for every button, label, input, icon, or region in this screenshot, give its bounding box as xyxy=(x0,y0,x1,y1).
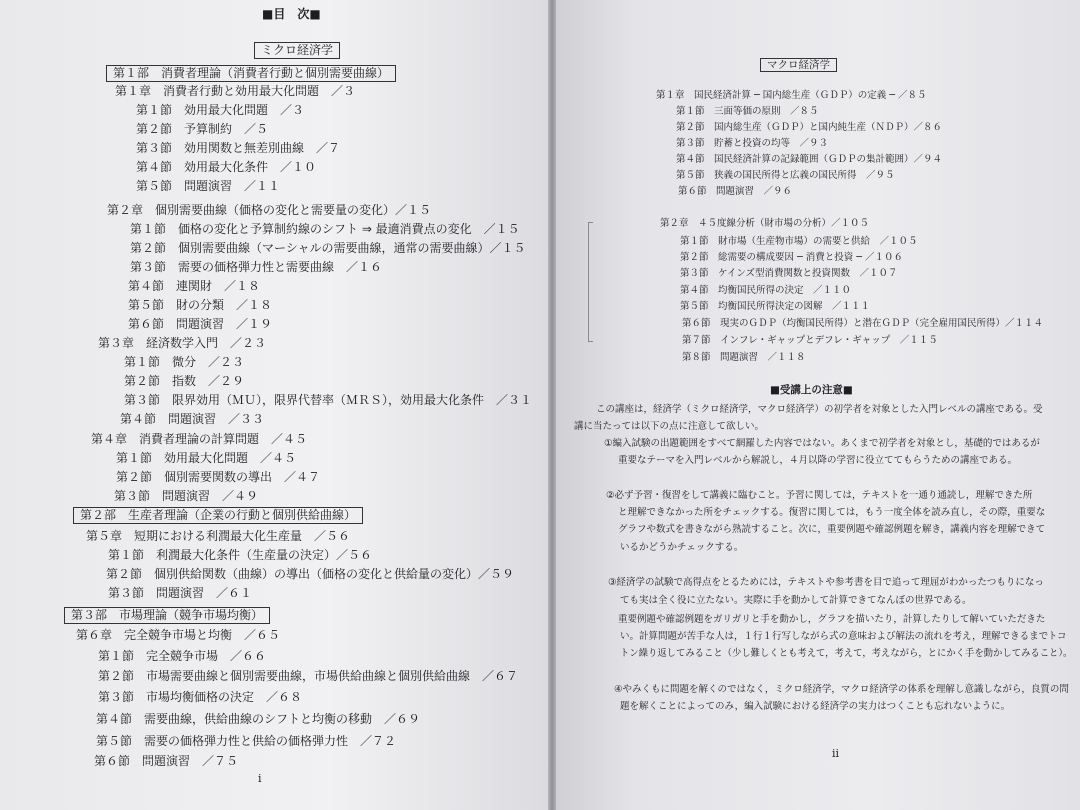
toc-entry: 第１節 効用最大化問題 ／３ xyxy=(136,103,305,117)
micro-section-label: ミクロ経済学 xyxy=(254,42,340,59)
note-line: ②必ず予習・復習をして講義に臨むこと。予習に関しては，テキストを一通り通読し，理解できた所 xyxy=(606,490,1033,501)
toc-entry: 第１節 財市場（生産物市場）の需要と供給 ／１０５ xyxy=(680,236,918,247)
toc-entry: 第５節 需要の価格弾力性と供給の価格弾力性 ／７２ xyxy=(96,734,397,748)
note-line: い。計算問題が苦手な人は，１行１行写しながら式の意味および解法の流れを考え，理解できるまでトコ xyxy=(620,631,1067,642)
chapter-bracket xyxy=(588,222,593,342)
toc-entry: 第２節 個別需要曲線（マーシャルの需要曲線，通常の需要曲線）／１５ xyxy=(130,241,526,255)
toc-entry: 第２章 個別需要曲線（価格の変化と需要量の変化）／１５ xyxy=(107,203,432,217)
toc-entry: 第４章 消費者理論の計算問題 ／４５ xyxy=(91,432,308,446)
toc-entry: 第５節 狭義の国民所得と広義の国民所得 ／９５ xyxy=(676,170,895,181)
toc-entry: 第１節 完全競争市場 ／６６ xyxy=(98,649,267,663)
toc-entry: 第４節 連関財 ／１８ xyxy=(128,279,261,293)
toc-entry: 第３節 効用関数と無差別曲線 ／７ xyxy=(136,141,341,155)
toc-entry: 第６節 問題演習 ／１９ xyxy=(128,317,273,331)
right-page xyxy=(556,0,1080,810)
toc-entry: 第５節 財の分類 ／１８ xyxy=(128,298,273,312)
note-line: 重要なテーマを入門レベルから解説し，４月以降の学習に役立ててもらうための講座である。 xyxy=(618,455,1018,466)
toc-entry: 第２節 個別需要関数の導出 ／４７ xyxy=(116,470,321,484)
toc-entry: 第３節 限界効用（ＭＵ），限界代替率（ＭＲＳ），効用最大化条件 ／３１ xyxy=(124,393,533,407)
toc-entry: 第１章 消費者行動と効用最大化問題 ／３ xyxy=(115,84,356,98)
note-line: トン繰り返してみること（少し難しくとも考えて，考えて，考えながら，とにかく手を動かしてみること）。 xyxy=(620,648,1073,659)
toc-entry: 第３章 経済数学入門 ／２３ xyxy=(98,336,267,350)
note-line: この講座は，経済学（ミクロ経済学，マクロ経済学）の初学者を対象とした入門レベルの講座である。受 xyxy=(596,404,1043,415)
book-gutter xyxy=(548,0,556,810)
note-line: ④やみくもに問題を解くのではなく，ミクロ経済学，マクロ経済学の体系を理解し意識しながら，良質の問 xyxy=(614,684,1069,695)
toc-entry: 第３部 市場理論（競争市場均衡） xyxy=(64,607,270,624)
toc-entry: 第４節 均衡国民所得の決定 ／１１０ xyxy=(680,285,852,296)
toc-entry: 第５章 短期における利潤最大化生産量 ／５６ xyxy=(86,529,351,543)
macro-section-label: マクロ経済学 xyxy=(760,58,837,72)
toc-entry: 第３節 問題演習 ／４９ xyxy=(114,489,259,503)
toc-entry: 第２節 市場需要曲線と個別需要曲線，市場供給曲線と個別供給曲線 ／６７ xyxy=(98,669,519,683)
toc-entry: 第１部 消費者理論（消費者行動と個別需要曲線） xyxy=(106,65,396,82)
note-line: ③経済学の試験で高得点をとるためには，テキストや参考書を目で追って理屈がわかったつもりになっ xyxy=(608,577,1044,588)
toc-entry: 第１節 効用最大化問題 ／４５ xyxy=(116,451,297,465)
toc-entry: 第３節 問題演習 ／６１ xyxy=(108,586,253,600)
toc-entry: 第２章 ４５度線分析（財市場の分析）／１０５ xyxy=(660,218,870,229)
toc-entry: 第２節 個別供給関数（曲線）の導出（価格の変化と供給量の変化）／５９ xyxy=(106,567,515,581)
toc-entry: 第１節 微分 ／２３ xyxy=(124,355,245,369)
toc-entry: 第５節 均衡国民所得決定の図解 ／１１１ xyxy=(680,301,871,312)
toc-entry: 第４節 需要曲線，供給曲線のシフトと均衡の移動 ／６９ xyxy=(96,712,421,726)
toc-entry: 第６節 問題演習 ／９６ xyxy=(678,186,793,197)
toc-entry: 第３節 貯蓄と投資の均等 ／９３ xyxy=(676,138,829,149)
note-line: 重要例題や確認例題をガリガリと手を動かし，グラフを描いたり，計算したりして解いていただきた xyxy=(618,614,1046,625)
toc-entry: 第４節 効用最大化条件 ／１０ xyxy=(136,160,317,174)
toc-entry: 第６章 完全競争市場と均衡 ／６５ xyxy=(76,628,281,642)
left-page-number: i xyxy=(258,772,262,785)
right-page-number: ii xyxy=(832,747,840,760)
note-line: 講に当たっては以下の点に注意して欲しい。 xyxy=(574,421,765,432)
toc-entry: 第１節 利潤最大化条件（生産量の決定）／５６ xyxy=(108,548,373,562)
toc-entry: 第１章 国民経済計算 ─ 国内総生産（ＧＤＰ）の定義 ─ ／８５ xyxy=(656,90,927,101)
note-line: 題を解くことによってのみ，編入試験における経済学の実力はつくことも忘れないように。 xyxy=(620,701,1011,712)
toc-entry: 第８節 問題演習 ／１１８ xyxy=(682,352,806,363)
toc-entry: 第１節 価格の変化と予算制約線のシフト ⇒ 最適消費点の変化 ／１５ xyxy=(130,222,520,236)
toc-entry: 第７節 インフレ・ギャップとデフレ・ギャップ ／１１５ xyxy=(682,335,938,346)
toc-entry: 第２節 指数 ／２９ xyxy=(124,374,245,388)
note-line: いるかどうかチェックする。 xyxy=(620,542,744,553)
note-line: グラフや数式を書きながら熟読すること。次に，重要例題や確認例題を解き，講義内容を理解できて xyxy=(618,524,1046,535)
toc-entry: 第５節 問題演習 ／１１ xyxy=(136,179,281,193)
toc-entry: 第２節 国内総生産（ＧＤＰ）と国内純生産（ＮＤＰ）／８６ xyxy=(676,122,943,133)
note-line: ①編入試験の出題範囲をすべて網羅した内容ではない。あくまで初学者を対象とし，基礎的ではあるが xyxy=(604,438,1040,449)
toc-entry: 第３節 ケインズ型消費関数と投資関数 ／１０７ xyxy=(680,268,898,279)
notes-title: ■受講上の注意■ xyxy=(770,384,853,396)
toc-entry: 第６節 問題演習 ／７５ xyxy=(94,754,239,768)
note-line: ても実は全く役に立たない。実際に手を動かして計算できてなんぼの世界である。 xyxy=(620,595,972,606)
toc-entry: 第４節 問題演習 ／３３ xyxy=(120,412,265,426)
toc-entry: 第３節 市場均衡価格の決定 ／６８ xyxy=(98,690,303,704)
toc-entry: 第１節 三面等価の原則 ／８５ xyxy=(676,106,819,117)
toc-title: ■目 次■ xyxy=(262,7,321,21)
note-line: と理解できなかった所をチェックする。復習に関しては，もう一度全体を読み直し，その際，重要な xyxy=(618,507,1046,518)
toc-entry: 第２部 生産者理論（企業の行動と個別供給曲線） xyxy=(73,507,363,524)
toc-entry: 第３節 需要の価格弾力性と需要曲線 ／１６ xyxy=(130,260,383,274)
toc-entry: 第６節 現実のＧＤＰ（均衡国民所得）と潜在ＧＤＰ（完全雇用国民所得）／１１４ xyxy=(682,318,1044,329)
toc-entry: 第２節 総需要の構成要因 ─ 消費と投資 ─ ／１０６ xyxy=(680,252,904,263)
toc-entry: 第４節 国民経済計算の記録範囲（ＧＤＰの集計範囲）／９４ xyxy=(676,154,943,165)
toc-entry: 第２節 予算制約 ／５ xyxy=(136,122,269,136)
